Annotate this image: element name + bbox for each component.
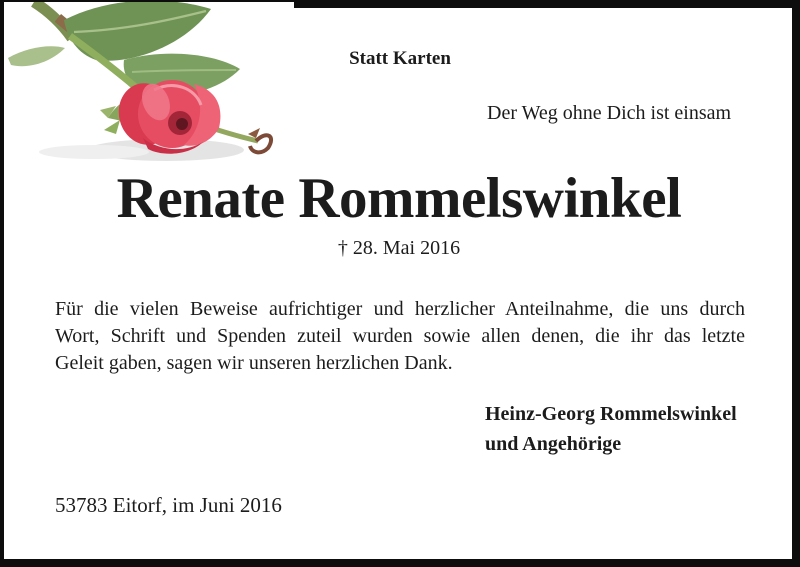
pre-header: Statt Karten bbox=[349, 48, 451, 69]
deceased-name: Renate Rommelswinkel bbox=[116, 167, 682, 230]
death-date: † 28. Mai 2016 bbox=[337, 237, 461, 259]
acknowledgement-text bbox=[55, 296, 745, 377]
acknowledgement-line: Für die vielen Beweise aufrichtiger und herzlicher Anteilnahme, die uns durch bbox=[55, 298, 745, 320]
signature-line: Heinz-Georg Rommelswinkel bbox=[485, 403, 737, 425]
acknowledgement-line: Wort, Schrift und Spenden zuteil wurden sowie allen denen, die ihr das letzte bbox=[55, 325, 745, 347]
acknowledgement-line: Geleit gaben, sagen wir unseren herzlichen Dank. bbox=[55, 352, 453, 374]
signature-line: und Angehörige bbox=[485, 433, 622, 455]
rose-photo bbox=[4, 2, 294, 170]
epigraph-verse: Der Weg ohne Dich ist einsam bbox=[487, 102, 732, 124]
frame-border-right bbox=[792, 0, 800, 567]
mourners-signature bbox=[485, 399, 737, 459]
place-and-date: 53783 Eitorf, im Juni 2016 bbox=[55, 493, 282, 517]
frame-border-bottom bbox=[0, 559, 800, 567]
rose-illustration bbox=[4, 2, 294, 170]
